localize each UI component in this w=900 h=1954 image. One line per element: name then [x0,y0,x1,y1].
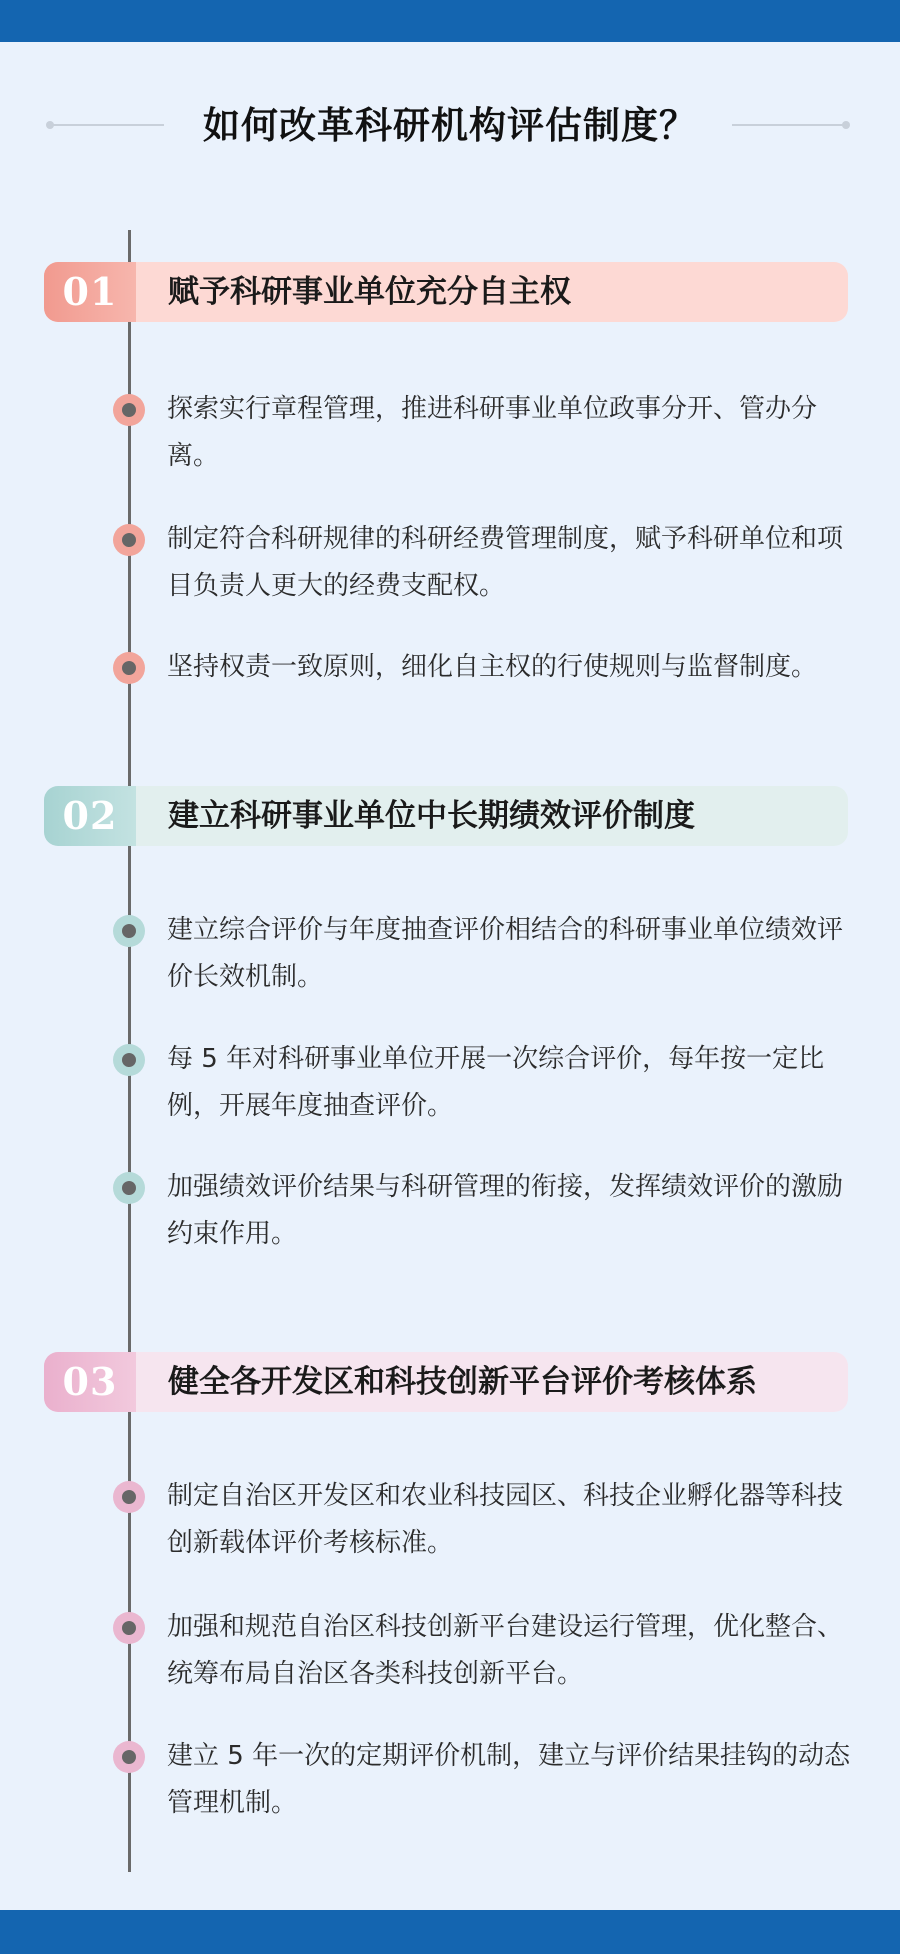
section-header-1 [44,262,848,322]
bullet-dot-icon [113,652,145,684]
bullet-dot-icon [113,1612,145,1644]
section-title: 赋予科研事业单位充分自主权 [168,274,571,310]
list-item: 每 5 年对科研事业单位开展一次综合评价，每年按一定比例，开展年度抽查评价。 [167,1044,825,1121]
bullet-dot-icon [113,915,145,947]
bullet-dot-icon [113,1741,145,1773]
list-item: 加强绩效评价结果与科研管理的衔接，发挥绩效评价的激励约束作用。 [167,1172,844,1249]
list-item: 制定符合科研规律的科研经费管理制度，赋予科研单位和项目负责人更大的经费支配权。 [167,524,844,601]
list-item: 建立 5 年一次的定期评价机制，建立与评价结果挂钩的动态管理机制。 [167,1741,851,1818]
bottom-banner [0,1910,900,1954]
bullet-dot-icon [113,1172,145,1204]
section-title: 健全各开发区和科技创新平台评价考核体系 [168,1364,757,1400]
top-banner [0,0,900,42]
section-number-badge: 03 [44,1352,136,1412]
section-number-badge: 02 [44,786,136,846]
list-item: 建立综合评价与年度抽查评价相结合的科研事业单位绩效评价长效机制。 [167,915,844,992]
title-decoration-dot-right [842,121,850,129]
section-header-2 [44,786,848,846]
section-title: 建立科研事业单位中长期绩效评价制度 [168,798,695,834]
bullet-dot-icon [113,524,145,556]
section-number-badge: 01 [44,262,136,322]
list-item: 制定自治区开发区和农业科技园区、科技企业孵化器等科技创新载体评价考核标准。 [167,1481,844,1558]
section-header-3 [44,1352,848,1412]
list-item: 加强和规范自治区科技创新平台建设运行管理，优化整合、统筹布局自治区各类科技创新平台。 [167,1612,844,1689]
bullet-dot-icon [113,394,145,426]
title-decoration-line-right [732,124,846,126]
title-decoration-line-left [50,124,164,126]
bullet-dot-icon [113,1044,145,1076]
list-item: 探索实行章程管理，推进科研事业单位政事分开、管办分离。 [167,394,818,471]
list-item: 坚持权责一致原则，细化自主权的行使规则与监督制度。 [167,652,818,682]
page-title: 如何改革科研机构评估制度？ [203,104,697,147]
bullet-dot-icon [113,1481,145,1513]
